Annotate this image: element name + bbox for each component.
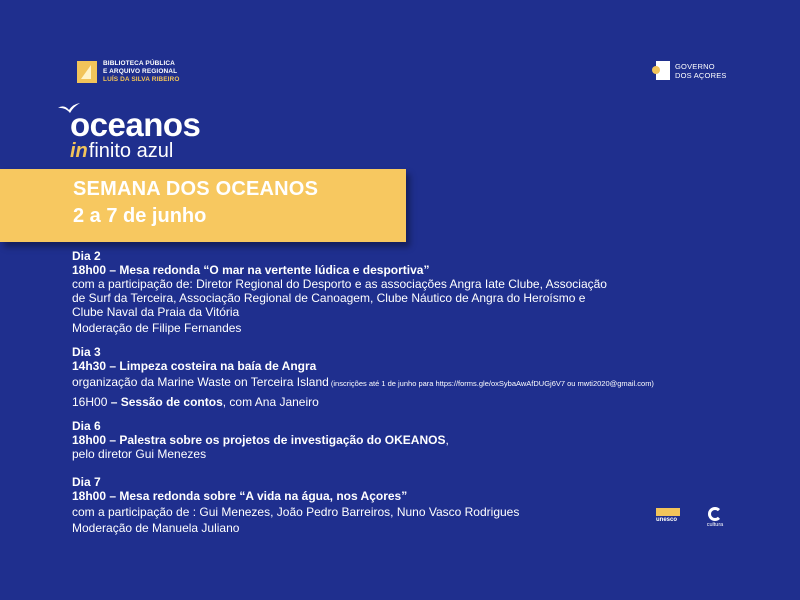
event-detail: de Surf da Terceira, Associação Regional de Canoagem, Clube Náutico de Angra do Heroísmo e <box>72 291 586 305</box>
day-label: Dia 3 <box>72 345 101 359</box>
cultura-c-icon <box>708 507 722 521</box>
cultura-text: cultura <box>706 522 724 528</box>
day-label: Dia 6 <box>72 419 101 433</box>
event-sep: – <box>106 489 120 503</box>
unesco-text: unesco <box>656 517 678 523</box>
bird-icon <box>58 102 80 114</box>
biblioteca-logo <box>77 60 180 84</box>
event-time: 18h00 <box>72 433 107 447</box>
biblioteca-line-2: E ARQUIVO REGIONAL <box>103 68 178 75</box>
event-time: 14h30 <box>72 359 107 373</box>
event-title-2-rest: , com Ana Janeiro <box>222 395 319 409</box>
event-title-2: Sessão de contos <box>120 395 223 409</box>
event-title-rest: , <box>445 433 449 447</box>
event-line-2 <box>72 395 762 409</box>
event-moderation: Moderação de Manuela Juliano <box>72 521 240 535</box>
brand-main-text: oceanos <box>70 106 201 143</box>
event-line <box>72 263 762 277</box>
event-line <box>72 359 762 373</box>
event-sep: – <box>106 433 120 447</box>
event-sep-2: – <box>107 395 121 409</box>
registration-note: (inscrições até 1 de junho para https://forms.gle/oxSybaAwAfDUGj6V7 ou mwti2020@gmail.com) <box>328 379 654 388</box>
day-section-3 <box>72 345 762 409</box>
book-icon <box>77 61 97 83</box>
cultura-logo <box>704 507 726 528</box>
day-section-2 <box>72 249 762 335</box>
governo-line-2: DOS AÇORES <box>675 70 727 80</box>
event-line <box>72 433 762 447</box>
event-time: 18h00 <box>72 263 107 277</box>
event-detail: com a participação de : Gui Menezes, João Pedro Barreiros, Nuno Vasco Rodrigues <box>72 505 520 519</box>
brand-in-text: in <box>70 140 88 162</box>
event-line <box>72 489 762 503</box>
event-time: 18h00 <box>72 489 107 503</box>
event-title: Limpeza costeira na baía de Angra <box>119 359 317 373</box>
program-schedule <box>72 249 762 545</box>
event-title: Palestra sobre os projetos de investigação do OKEANOS <box>119 433 446 447</box>
event-title: Mesa redonda “O mar na vertente lúdica e desportiva” <box>119 263 430 277</box>
banner-date: 2 a 7 de junho <box>73 205 207 227</box>
event-time-2: 16H00 <box>72 395 108 409</box>
event-sep: – <box>106 263 120 277</box>
unesco-temple-icon <box>656 508 680 516</box>
unesco-logo <box>656 508 682 523</box>
event-detail: com a participação de: Diretor Regional do Desporto e as associações Angra Iate Clube, Associação <box>72 277 607 291</box>
day-label: Dia 2 <box>72 249 101 263</box>
governo-line-1: GOVERNO <box>675 61 715 71</box>
governo-logo <box>642 61 727 80</box>
event-detail: Clube Naval da Praia da Vitória <box>72 305 240 319</box>
biblioteca-line-1: BIBLIOTECA PÚBLICA <box>103 60 175 67</box>
event-organizer <box>72 375 762 391</box>
azores-flag-icon <box>642 61 670 80</box>
day-section-7 <box>72 475 762 535</box>
brand-sub-text: finito azul <box>88 140 174 162</box>
banner-title: SEMANA DOS OCEANOS <box>73 178 319 200</box>
event-sep: – <box>106 359 120 373</box>
day-section-6 <box>72 419 762 461</box>
event-title: Mesa redonda sobre “A vida na água, nos Açores” <box>119 489 408 503</box>
oceanos-brand <box>70 102 200 160</box>
biblioteca-line-3: LUÍS DA SILVA RIBEIRO <box>103 76 180 83</box>
brand-subtitle <box>70 142 200 160</box>
organizer-text: organização da Marine Waste on Terceira Island <box>72 375 329 389</box>
event-detail: pelo diretor Gui Menezes <box>72 447 207 461</box>
event-moderation: Moderação de Filipe Fernandes <box>72 321 242 335</box>
day-label: Dia 7 <box>72 475 101 489</box>
